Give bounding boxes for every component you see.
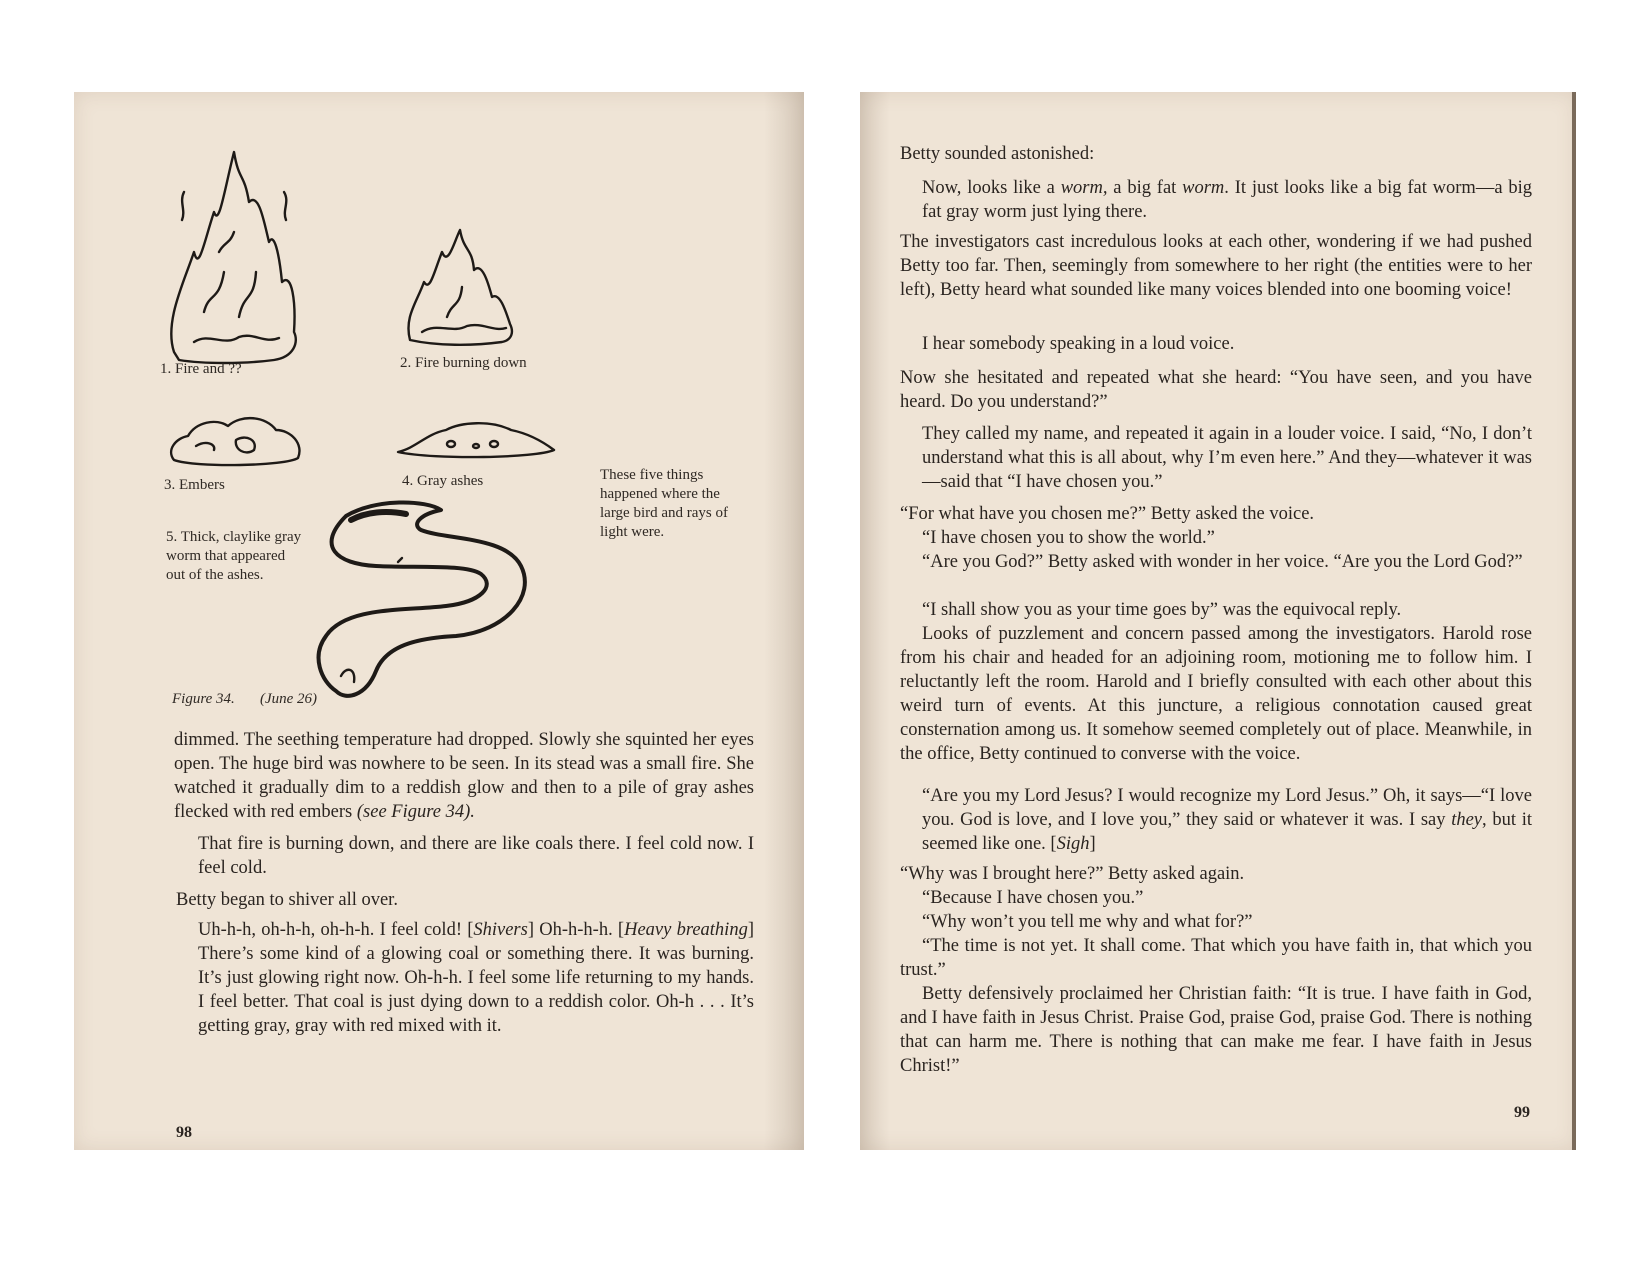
quoted-speech: Uh-h-h, oh-h-h, oh-h-h. I feel cold! [Shivers] Oh-h-h-h. [Heavy breathing] There’s some kind of a glowing coal or something there. It was burning. It’s just glowing right now. Oh-h-h. I feel some life returning to my hands. I feel better. That coal is just dying down to a reddish color. Oh-h . . . It’s getting gray, gray with red mixed with it. [198,920,754,1036]
figure-reference: (see Figure 34). [356,802,475,822]
paragraph: Now she hesitated and repeated what she heard: “You have seen, and you have heard. Do you understand?” [900,368,1532,412]
paragraph: “Why was I brought here?” Betty asked again. [900,864,1245,884]
quoted-speech: They called my name, and repeated it again in a louder voice. I said, “No, I don’t understand what this is all about, why I’m even here.” And they—whatever it was—said that “I have chosen you.” [922,424,1532,492]
figure-date: (June 26) [260,691,318,707]
paragraph: Betty sounded astonished: [900,144,1095,164]
quoted-speech: I hear somebody speaking in a loud voice. [922,334,1235,354]
caption-fire-burning-down: 2. Fire burning down [400,355,527,371]
paragraph: “Are you God?” Betty asked with wonder in her voice. “Are you the Lord God?” [922,552,1523,572]
quoted-speech: Now, looks like a worm, a big fat worm. It just looks like a big fat worm—a big fat gray worm just lying there. [922,178,1532,222]
embers-illustration [166,410,306,470]
paragraph: “Why won’t you tell me why and what for?” [922,912,1253,932]
gutter-shadow [764,92,804,1150]
left-page [74,92,804,1150]
page-edge [1572,92,1576,1150]
paragraph: dimmed. The seething temperature had dropped. Slowly she squinted her eyes open. The huge bird was nowhere to be seen. In its stead was a small fire. She watched it gradually dim to a reddish glow and then to a pile of gray ashes flecked with red embers (see Figure 34). [174,730,754,822]
fire-burning-down-illustration [402,222,522,352]
gutter-shadow [860,92,890,1150]
caption-fire-and: 1. Fire and ?? [160,361,242,377]
quoted-speech: That fire is burning down, and there are like coals there. I feel cold now. I feel cold. [198,834,754,878]
worm-illustration [306,496,536,706]
paragraph: “For what have you chosen me?” Betty asked the voice. [900,504,1315,524]
caption-side-note: These five things happened where the large bird and rays of light were. [600,467,729,540]
paragraph: Betty began to shiver all over. [176,890,398,910]
caption-embers: 3. Embers [164,477,225,493]
fire-illustration [164,132,304,372]
paragraph: Looks of puzzlement and concern passed among the investigators. Harold rose from his chair and headed for an adjoining room, motioning me to follow him. I reluctantly left the room. Harold and I briefly consulted with each other about this weird turn of events. At this juncture, a religious connotation caused great consternation among us. It somehow seemed completely out of place. Meanwhile, in the office, Betty continued to converse with the voice. [900,624,1532,764]
paragraph: “I shall show you as your time goes by” was the equivocal reply. [922,600,1402,620]
gray-ashes-illustration [396,414,556,464]
paragraph: The investigators cast incredulous looks at each other, wondering if we had pushed Betty too far. Then, seemingly from somewhere to her right (the entities were to her left), Betty heard what sounded like many voices blended into one booming voice! [900,232,1532,300]
page-number: 99 [1514,1104,1530,1121]
right-page [860,92,1576,1150]
paragraph: “Because I have chosen you.” [922,888,1144,908]
figure-label: Figure 34. [172,691,235,707]
caption-worm: 5. Thick, claylike gray worm that appeared out of the ashes. [166,529,302,583]
paragraph: “The time is not yet. It shall come. That which you have faith in, that which you trust.” [900,936,1532,980]
paragraph: “I have chosen you to show the world.” [922,528,1215,548]
paragraph: Betty defensively proclaimed her Christian faith: “It is true. I have faith in God, and I have faith in Jesus Christ. Praise God, praise God, praise God. There is nothing that can harm me. There is nothing that can make me fear. I have faith in Jesus Christ!” [900,984,1532,1076]
caption-gray-ashes: 4. Gray ashes [402,473,484,489]
page-number: 98 [176,1124,192,1141]
quoted-speech: “Are you my Lord Jesus? I would recognize my Lord Jesus.” Oh, it says—“I love you. God is love, and I love you,” they said or whatever it was. I say they, but it seemed like one. [Sigh] [922,786,1532,854]
